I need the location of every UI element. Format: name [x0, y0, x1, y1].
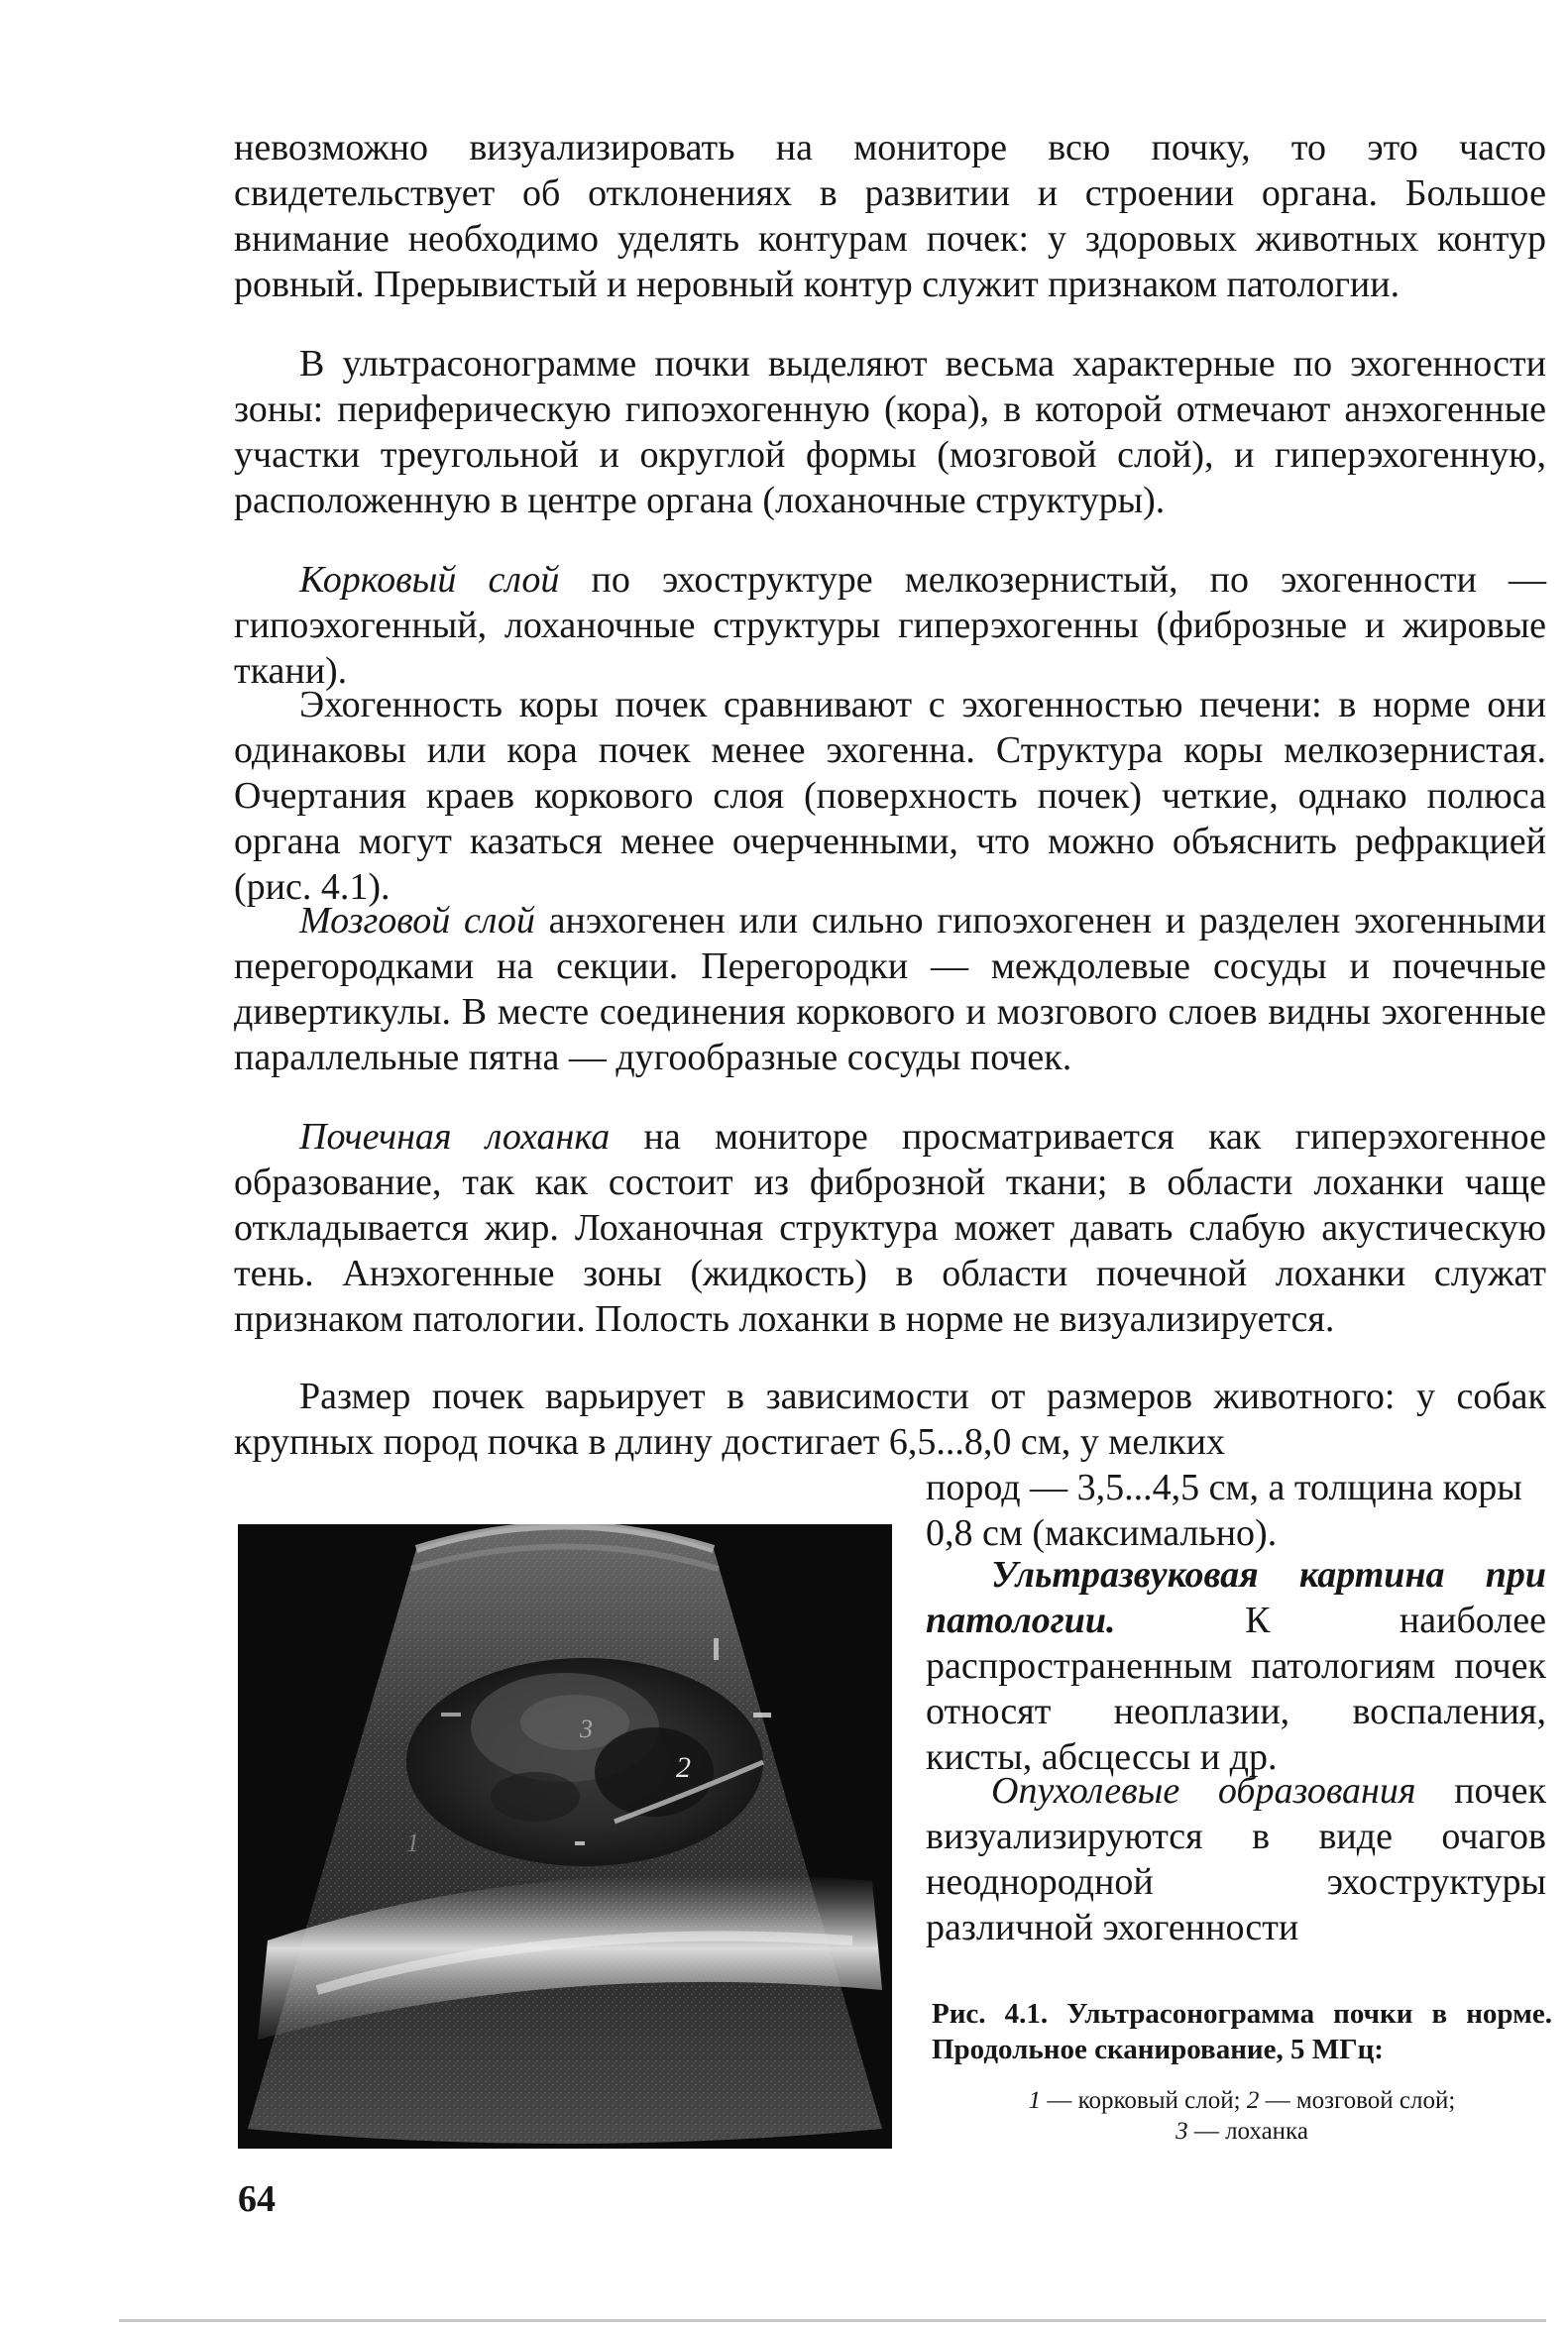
paragraph-echogenic-zones: В ультрасонограмме почки выделяют весьма характерные по эхогенности зоны: периферическую гипоэхогенную (кора), в которой отмечают анэхогенные участки треугольной и округлой формы (мозговой слой), и гиперэхогенную, расположенную в центре органа (лоханочные структуры).: [234, 343, 1546, 521]
legend-text-1: — корковый слой;: [1041, 2087, 1247, 2114]
term-medulla: Мозговой слой: [299, 900, 535, 942]
text-renal-pelvis: на мониторе просматривается как гиперэхогенное образование, так как состоит из фиброзной ткани; в области лоханки чаще откладывается жир. Лоханочная структура может давать слабую акустическую тень. Анэхогенные зоны (жидкость) в области почечной лоханки служат признаком патологии. Полость лоханки в норме не визуализируется.: [234, 1116, 1546, 1340]
paragraph-kidney-size: Размер почек варьирует в зависимости от размеров животного: у собак крупных пород почка в длину достигает 6,5...8,0 см, у мелких: [234, 1376, 1546, 1463]
ultrasound-image: [238, 1524, 892, 2149]
figure-label-2: 2: [676, 1751, 691, 1784]
paragraph-cortex: [234, 557, 1546, 694]
term-renal-pelvis: Почечная лоханка: [299, 1116, 611, 1158]
term-pathology: Ультразвуковая картина при патологии.: [926, 1554, 1546, 1641]
paragraph-kidney-size-cont: пород — 3,5...4,5 см, а толщина коры 0,8 см (максимально).: [926, 1467, 1522, 1554]
figure-label-3: 3: [580, 1715, 593, 1743]
figure-caption-title: Рис. 4.1. Ультрасонограмма почки в норме. Продольное сканирование, 5 МГц:: [932, 1998, 1552, 2065]
text-pathology: К наиболее распространенным патологиям почек относят неоплазии, воспаления, кисты, абсцессы и др.: [926, 1600, 1546, 1778]
paragraph-cortex-echogenicity: Эхогенность коры почек сравнивают с эхогенностью печени: в норме они одинаковы или кора почек менее эхогенна. Структура коры мелкозернистая. Очертания краев коркового слоя (поверхность почек) четкие, однако полюса органа могут казаться менее очерченными, что можно объяснить рефракцией (рис. 4.1).: [234, 684, 1546, 908]
paragraph-pathology: [926, 1552, 1546, 1780]
legend-num-1: 1: [1028, 2087, 1042, 2114]
legend-num-3: 3: [1176, 2118, 1188, 2145]
figure-label-1: 1: [406, 1828, 419, 1857]
term-tumors: Опухолевые образования: [991, 1770, 1416, 1812]
legend-text-2: — мозговой слой;: [1259, 2087, 1456, 2114]
text-tumors: почек визуализируются в виде очагов неоднородной эхоструктуры различной эхогенности: [926, 1770, 1546, 1948]
paragraph-renal-pelvis: [234, 1114, 1546, 1342]
paragraph-tumors: [926, 1768, 1546, 1950]
legend-num-2: 2: [1246, 2087, 1260, 2114]
text-medulla: анэхогенен или сильно гипоэхогенен и разделен эхогенными перегородками на секции. Перегородки — междолевые сосуды и почечные дивертикулы. В месте соединения коркового и мозгового слоев видны эхогенные параллельные пятна — дугообразные сосуды почек.: [234, 900, 1546, 1078]
ultrasound-scan: [238, 1524, 892, 2149]
paragraph-intro: невозможно визуализировать на мониторе всю почку, то это часто свидетельствует об отклонениях в развитии и строении органа. Большое внимание необходимо уделять контурам почек: у здоровых животных контур ровный. Прерывистый и неровный контур служит признаком патологии.: [234, 127, 1546, 305]
text-cortex: по эхоструктуре мелкозернистый, по эхогенности — гипоэхогенный, лоханочные структуры гиперэхогенны (фиброзные и жировые ткани).: [234, 559, 1547, 692]
term-cortex: Корковый слой: [299, 559, 560, 601]
paragraph-medulla: [234, 898, 1546, 1080]
page-number: 64: [238, 2178, 276, 2220]
figure-caption-legend: [932, 2085, 1552, 2147]
legend-text-3: — лоханка: [1187, 2118, 1308, 2145]
bottom-scan-edge: [119, 2319, 1546, 2322]
